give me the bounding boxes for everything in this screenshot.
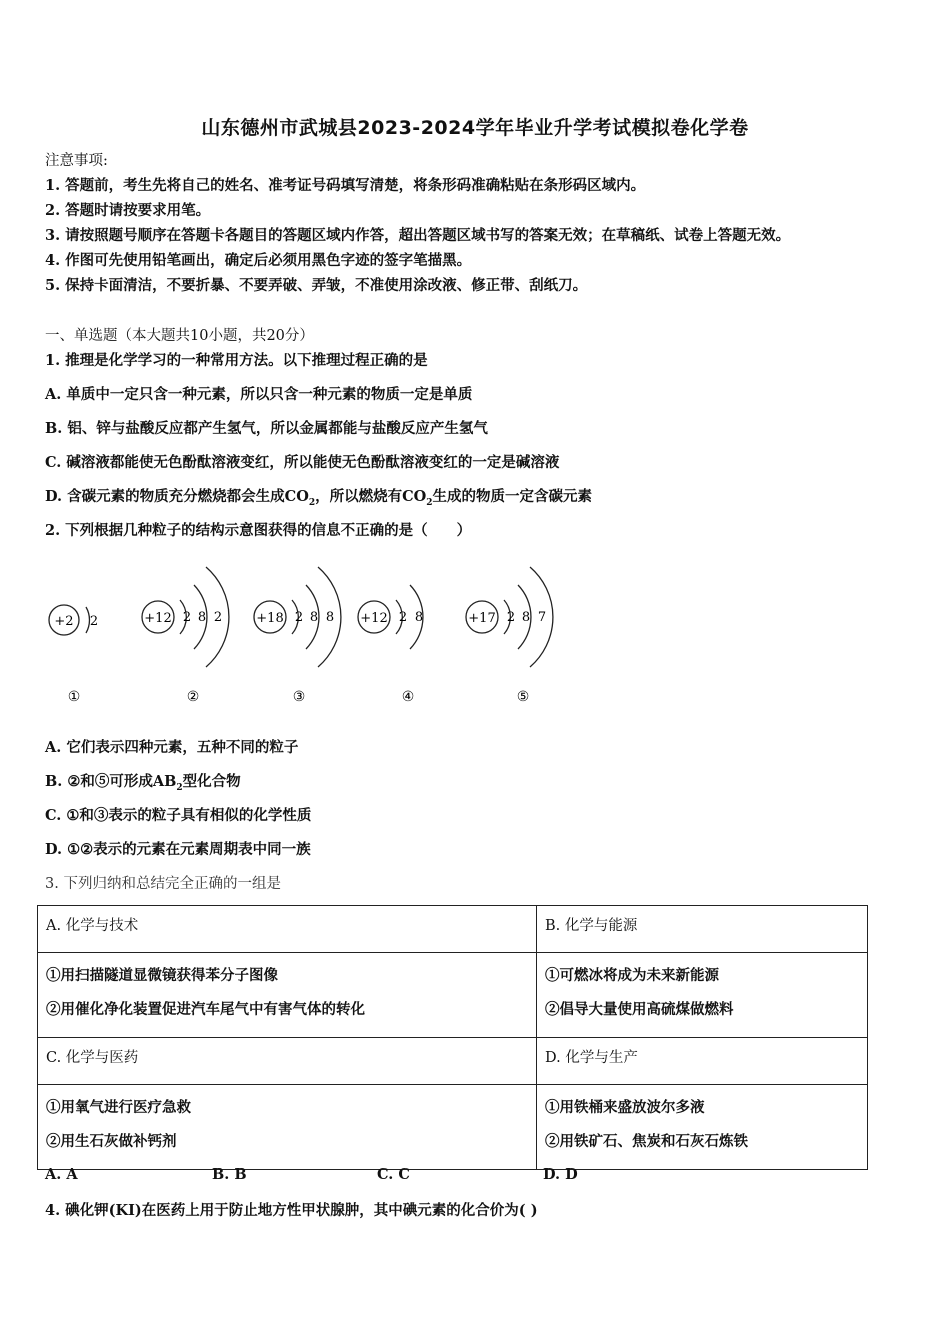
particle-3-label: ③	[292, 689, 306, 705]
particle-structure-diagrams	[40, 555, 580, 715]
q3-c-item-2: ②用生石灰做补钙剂	[46, 1133, 177, 1150]
particle-5-shell-2: 8	[521, 610, 531, 625]
page-title: 山东德州市武城县2023-2024学年毕业升学考试模拟卷化学卷	[201, 117, 749, 139]
q3-option-c: C. C	[377, 1166, 410, 1183]
q3-option-a: A. A	[45, 1166, 78, 1183]
q3-cell-b-body	[537, 953, 868, 1038]
q1-option-b: B. 铝、锌与盐酸反应都产生氢气，所以金属都能与盐酸反应产生氢气	[45, 420, 488, 437]
particle-5	[466, 567, 553, 705]
particle-2-shell-3: 2	[213, 610, 223, 625]
notice-heading: 注意事项:	[45, 153, 108, 169]
q3-d-item-1: ①用铁桶来盛放波尔多液	[545, 1099, 705, 1116]
q3-cell-a-head: A. 化学与技术	[38, 906, 537, 953]
particle-3-shell-1: 2	[294, 610, 304, 625]
q3-stem: 3. 下列归纳和总结完全正确的一组是	[45, 876, 281, 892]
particle-4-shell-1: 2	[398, 610, 408, 625]
q3-option-b: B. B	[212, 1166, 247, 1183]
q3-cell-c-body	[38, 1085, 537, 1170]
q2-b-sub: 2	[176, 782, 183, 793]
particle-3-shell-3: 8	[325, 610, 335, 625]
q3-b-item-2: ②倡导大量使用高硫煤做燃料	[545, 1001, 734, 1018]
q3-cell-d-head: D. 化学与生产	[537, 1038, 868, 1085]
q1-d-sub1: 2	[308, 497, 316, 508]
particle-3	[254, 567, 341, 705]
q3-option-d: D. D	[543, 1166, 578, 1183]
q2-option-c: C. ①和③表示的粒子具有相似的化学性质	[45, 807, 312, 824]
q3-cell-c-head: C. 化学与医药	[38, 1038, 537, 1085]
q3-table	[37, 905, 868, 1170]
particle-4	[358, 585, 423, 705]
q3-cell-d-body	[537, 1085, 868, 1170]
q1-d-part3: 生成的物质一定含碳元素	[432, 488, 593, 505]
section-heading: 一、单选题（本大题共10小题，共20分）	[45, 328, 314, 344]
particle-1	[49, 605, 98, 705]
particle-4-shell-2: 8	[414, 610, 424, 625]
q2-option-b	[45, 772, 241, 798]
particle-5-shell-1: 2	[506, 610, 516, 625]
q1-d-part1: D. 含碳元素的物质充分燃烧都会生成CO	[45, 488, 309, 505]
particle-5-label: ⑤	[516, 689, 530, 705]
particle-4-label: ④	[401, 689, 415, 705]
notice-item-1: 1. 答题前，考生先将自己的姓名、准考证号码填写清楚，将条形码准确粘贴在条形码区域内。	[45, 177, 646, 194]
q2-stem: 2. 下列根据几种粒子的结构示意图获得的信息不正确的是（ ）	[45, 522, 472, 539]
particle-2-shell-1: 2	[182, 610, 192, 625]
particle-5-nucleus: +17	[468, 611, 496, 626]
particle-1-nucleus: +2	[54, 614, 74, 629]
table-row	[38, 1038, 868, 1085]
q1-option-d	[45, 487, 592, 513]
notice-item-4: 4. 作图可先使用铅笔画出，确定后必须用黑色字迹的签字笔描黑。	[45, 252, 472, 269]
particle-4-nucleus: +12	[360, 611, 388, 626]
q3-c-item-1: ①用氧气进行医疗急救	[46, 1099, 191, 1116]
particle-2-label: ②	[186, 689, 200, 705]
notice-item-5: 5. 保持卡面清洁，不要折暴、不要弄破、弄皱，不准使用涂改液、修正带、刮纸刀。	[45, 277, 588, 294]
q1-stem: 1. 推理是化学学习的一种常用方法。以下推理过程正确的是	[45, 352, 428, 369]
table-row	[38, 1085, 868, 1170]
q2-option-d: D. ①②表示的元素在元素周期表中同一族	[45, 841, 311, 858]
particle-5-shell-3: 7	[537, 610, 547, 625]
notice-item-2: 2. 答题时请按要求用笔。	[45, 202, 211, 219]
table-row	[38, 953, 868, 1038]
q3-d-item-2: ②用铁矿石、焦炭和石灰石炼铁	[545, 1133, 748, 1150]
notice-item-3: 3. 请按照题号顺序在答题卡各题目的答题区域内作答，超出答题区域书写的答案无效；在草稿纸、试卷上答题无效。	[45, 227, 791, 244]
q3-cell-b-head: B. 化学与能源	[537, 906, 868, 953]
q4-stem: 4. 碘化钾(KI)在医药上用于防止地方性甲状腺肿，其中碘元素的化合价为( )	[45, 1202, 538, 1219]
q1-option-a: A. 单质中一定只含一种元素，所以只含一种元素的物质一定是单质	[45, 386, 473, 403]
q2-b-part2: 型化合物	[182, 773, 241, 790]
q2-b-part1: B. ②和⑤可形成AB	[45, 773, 177, 790]
particle-2	[142, 567, 229, 705]
q3-b-item-1: ①可燃冰将成为未来新能源	[545, 967, 719, 984]
particle-3-shell-2: 8	[309, 610, 319, 625]
particle-3-nucleus: +18	[256, 611, 284, 626]
particle-2-nucleus: +12	[144, 611, 172, 626]
q3-a-item-2: ②用催化净化装置促进汽车尾气中有害气体的转化	[46, 1001, 365, 1018]
table-row	[38, 906, 868, 953]
particle-2-shell-2: 8	[197, 610, 207, 625]
q1-d-part2: ，所以燃烧有CO	[315, 488, 427, 505]
q2-option-a: A. 它们表示四种元素，五种不同的粒子	[45, 739, 299, 756]
q3-a-item-1: ①用扫描隧道显微镜获得苯分子图像	[46, 967, 278, 984]
q3-cell-a-body	[38, 953, 537, 1038]
q1-option-c: C. 碱溶液都能使无色酚酞溶液变红，所以能使无色酚酞溶液变红的一定是碱溶液	[45, 454, 560, 471]
particle-1-label: ①	[67, 689, 81, 705]
q1-d-sub2: 2	[426, 497, 433, 508]
particle-1-shell-1: 2	[89, 614, 99, 629]
